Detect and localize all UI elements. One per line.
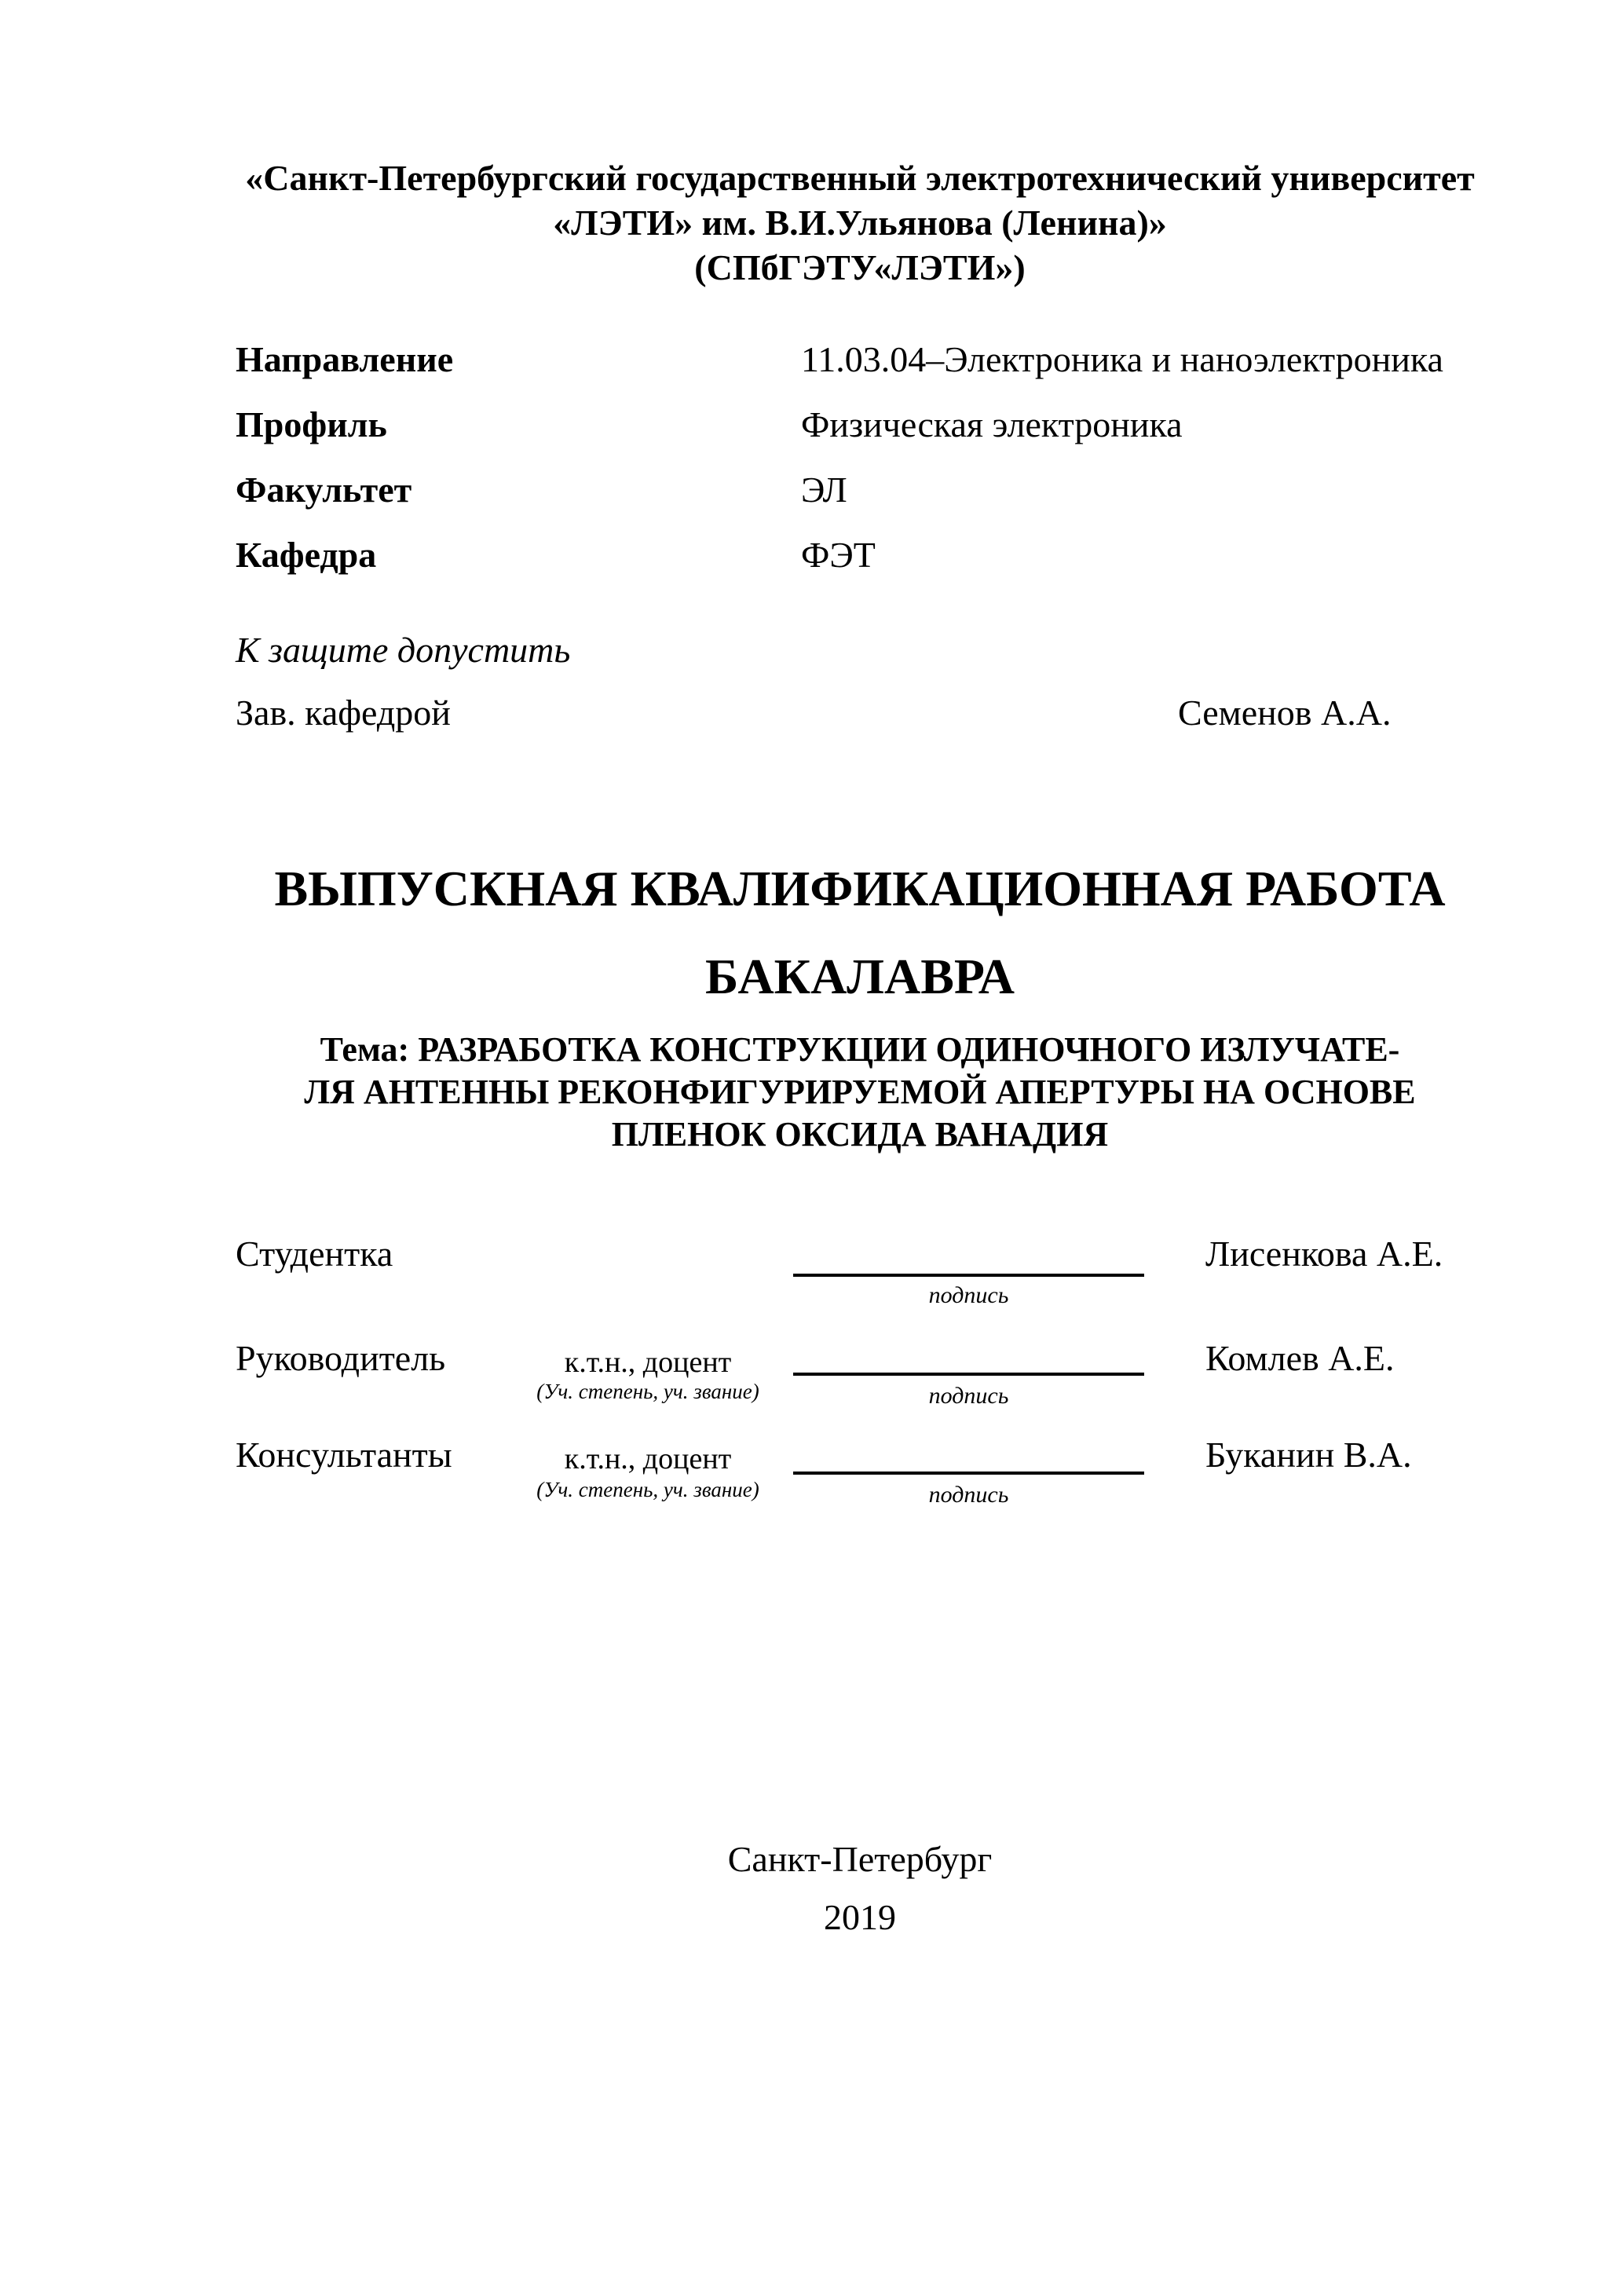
- student-signature-line: [793, 1233, 1144, 1277]
- field-row-direction: [236, 338, 1492, 403]
- department-value: ФЭТ: [801, 535, 876, 575]
- student-name: Лисенкова А.Е.: [1205, 1234, 1443, 1274]
- consultant-signature-caption: подпись: [928, 1482, 1009, 1508]
- consultant-name: Буканин В.А.: [1205, 1435, 1412, 1475]
- admission-note: К защите допустить: [236, 630, 571, 670]
- university-abbreviation: (СПбГЭТУ«ЛЭТИ»): [694, 247, 1026, 287]
- footer-year: 2019: [824, 1897, 896, 1937]
- supervisor-degree: к.т.н., доцент: [564, 1346, 732, 1379]
- faculty-label: Факультет: [236, 470, 412, 510]
- supervisor-role-label: Руководитель: [236, 1338, 446, 1378]
- consultant-degree: к.т.н., доцент: [564, 1442, 732, 1475]
- theme-line3: ПЛЕНОК ОКСИДА ВАНАДИЯ: [611, 1115, 1109, 1153]
- theme-line1: Тема: РАЗРАБОТКА КОНСТРУКЦИИ ОДИНОЧНОГО ИЗЛУЧАТЕ-: [320, 1030, 1400, 1069]
- field-row-faculty: [236, 468, 1492, 533]
- work-title-line2: БАКАЛАВРА: [704, 949, 1015, 1004]
- department-head-name: Семенов А.А.: [1178, 693, 1392, 733]
- student-role-label: Студентка: [236, 1234, 393, 1274]
- consultant-signature-line: [793, 1434, 1144, 1475]
- signature-row-student: [0, 1233, 1624, 1335]
- signature-row-consultant: [0, 1434, 1624, 1536]
- department-label: Кафедра: [236, 535, 377, 575]
- direction-value: 11.03.04–Электроника и наноэлектроника: [801, 339, 1443, 379]
- consultant-role-label: Консультанты: [236, 1435, 452, 1475]
- faculty-value: ЭЛ: [801, 470, 847, 510]
- signature-row-supervisor: [0, 1337, 1624, 1439]
- thesis-theme: [236, 1029, 1484, 1156]
- program-fields: [236, 338, 1492, 598]
- university-header: [236, 155, 1484, 290]
- work-title-line1: ВЫПУСКНАЯ КВАЛИФИКАЦИОННАЯ РАБОТА: [274, 861, 1446, 916]
- student-signature-caption: подпись: [928, 1282, 1009, 1308]
- supervisor-degree-caption: (Уч. степень, уч. звание): [536, 1380, 759, 1403]
- supervisor-signature-caption: подпись: [928, 1383, 1009, 1409]
- supervisor-signature-line: [793, 1337, 1144, 1376]
- footer-city: Санкт-Петербург: [727, 1839, 993, 1879]
- supervisor-name: Комлев А.Е.: [1205, 1338, 1395, 1378]
- university-name-line2: «ЛЭТИ» им. В.И.Ульянова (Ленина)»: [553, 203, 1167, 243]
- field-row-department: [236, 533, 1492, 598]
- profile-value: Физическая электроника: [801, 404, 1183, 444]
- theme-line2: ЛЯ АНТЕННЫ РЕКОНФИГУРИРУЕМОЙ АПЕРТУРЫ НА ОСНОВЕ: [304, 1073, 1416, 1111]
- department-head-label: Зав. кафедрой: [236, 693, 451, 733]
- field-row-profile: [236, 403, 1492, 468]
- consultant-degree-caption: (Уч. степень, уч. звание): [536, 1478, 759, 1501]
- direction-label: Направление: [236, 339, 454, 379]
- profile-label: Профиль: [236, 404, 387, 444]
- university-name-line1: «Санкт-Петербургский государственный электротехнический университет: [245, 158, 1475, 198]
